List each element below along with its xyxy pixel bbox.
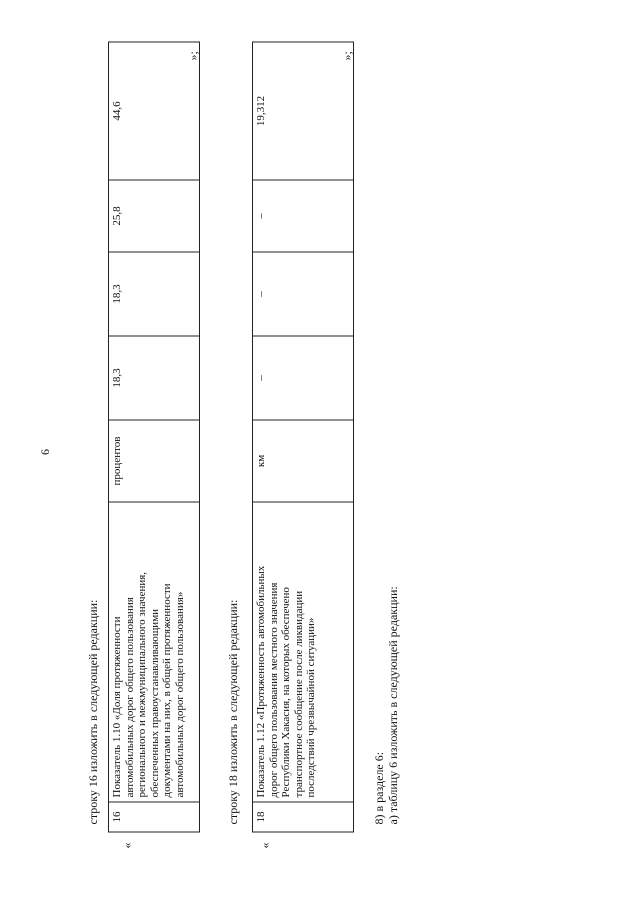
row16-value-4: 44,6 xyxy=(109,42,200,180)
row16-value-3: 25,8 xyxy=(109,180,200,252)
section-8-heading: 8) в разделе 6: xyxy=(372,751,386,825)
row16-quote-close: »; xyxy=(186,51,200,61)
table-row xyxy=(253,42,354,832)
row18-unit: км xyxy=(253,420,354,502)
row16-quote-open: « xyxy=(120,842,134,849)
row16-value-1: 18,3 xyxy=(109,336,200,420)
table-row xyxy=(109,42,200,832)
section-8a-text: а) таблицу 6 изложить в следующей редакции: xyxy=(386,586,400,825)
row18-quote-close: »; xyxy=(340,51,354,61)
row18-description: Показатель 1.12 «Протяженность автомобильных дорог общего пользования местного значения Республики Хакасия, на которых обеспечено транспортное сообщение после ликвидации последствий чрезвычайной ситуации» xyxy=(253,502,354,802)
row18-value-2: – xyxy=(253,252,354,336)
row18-intro: строку 18 изложить в следующей редакции: xyxy=(226,599,240,825)
row16-unit: процентов xyxy=(109,420,200,502)
row18-value-3: – xyxy=(253,180,354,252)
row16-table xyxy=(108,42,200,833)
row18-value-1: – xyxy=(253,336,354,420)
row16-description: Показатель 1.10 «Доля протяженности автомобильных дорог общего пользования регионального и межмуниципального значения, обеспеченных правоустанавливающими документами на них, в общей протяженности автомобильных дорог общего пользования» xyxy=(109,502,200,802)
row16-intro: строку 16 изложить в следующей редакции: xyxy=(86,599,100,825)
row18-number: 18 xyxy=(253,802,354,832)
row18-value-4: 19,312 xyxy=(253,42,354,180)
row18-quote-open: « xyxy=(258,842,272,849)
page-number: 6 xyxy=(38,449,52,455)
row16-value-2: 18,3 xyxy=(109,252,200,336)
row18-table xyxy=(252,42,354,833)
row16-number: 16 xyxy=(109,802,200,832)
